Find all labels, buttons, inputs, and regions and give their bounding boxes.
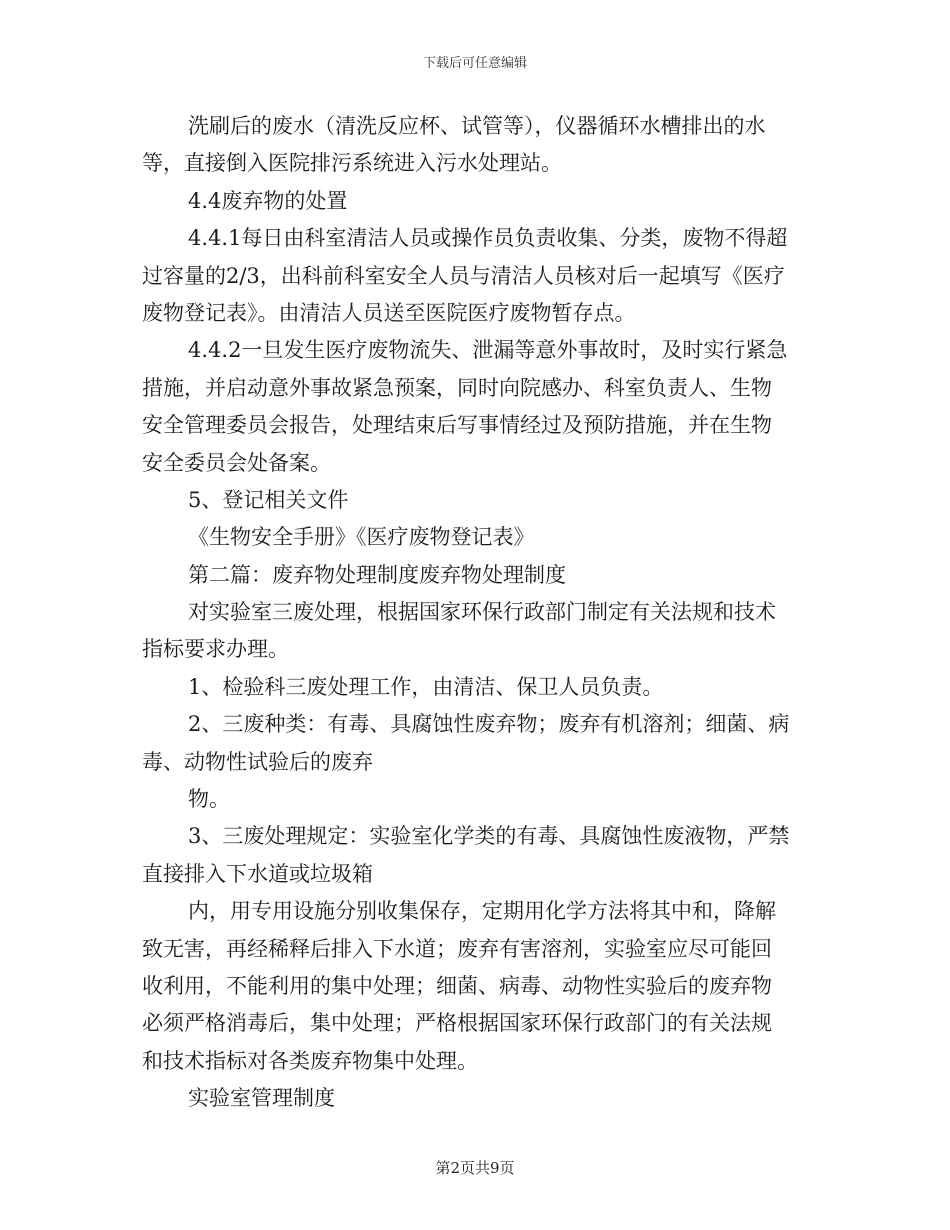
document-body bbox=[142, 108, 810, 1118]
text-line: 毒、动物性试验后的废弃 bbox=[142, 749, 373, 774]
text-line: 致无害，再经稀释后排入下水道；废弃有害溶剂，实验室应尽可能回 bbox=[142, 936, 772, 961]
text-line: 4.4.2一旦发生医疗废物流失、泄漏等意外事故时，及时实行紧急 bbox=[188, 338, 788, 363]
text-line: 1、检验科三废处理工作，由清洁、保卫人员负责。 bbox=[188, 674, 664, 699]
text-line: 收利用，不能利用的集中处理；细菌、病毒、动物性实验后的废弃物 bbox=[142, 973, 772, 998]
text-line: 过容量的2/3，出科前科室安全人员与清洁人员核对后一起填写《医疗 bbox=[142, 263, 785, 288]
text-line: 安全管理委员会报告，处理结束后写事情经过及预防措施，并在生物 bbox=[142, 413, 772, 438]
text-line: 和技术指标对各类废弃物集中处理。 bbox=[142, 1048, 478, 1073]
text-line: 安全委员会处备案。 bbox=[142, 450, 331, 475]
page-footer: 第2页共9页 bbox=[435, 1159, 515, 1177]
text-line: 5、登记相关文件 bbox=[188, 487, 349, 512]
text-line: 实验室管理制度 bbox=[188, 1086, 335, 1111]
text-line: 物。 bbox=[188, 787, 230, 812]
text-line: 第二篇：废弃物处理制度废弃物处理制度 bbox=[188, 562, 566, 587]
text-line: 3、三废处理规定：实验室化学类的有毒、具腐蚀性废液物，严禁 bbox=[188, 824, 790, 849]
text-line: 洗刷后的废水（清洗反应杯、试管等），仪器循环水槽排出的水 bbox=[188, 114, 766, 138]
text-line: 2、三废种类：有毒、具腐蚀性废弃物；废弃有机溶剂；细菌、病 bbox=[188, 712, 790, 737]
text-line: 直接排入下水道或垃圾箱 bbox=[142, 861, 373, 886]
text-line: 措施，并启动意外事故紧急预案，同时向院感办、科室负责人、生物 bbox=[142, 375, 772, 400]
text-line: 废物登记表》。由清洁人员送至医院医疗废物暂存点。 bbox=[142, 300, 636, 325]
text-line: 4.4废弃物的处置 bbox=[188, 188, 348, 213]
text-line: 对实验室三废处理，根据国家环保行政部门制定有关法规和技术 bbox=[188, 600, 776, 625]
page-header: 下载后可任意编辑 bbox=[422, 56, 527, 71]
text-line: 内，用专用设施分别收集保存，定期用化学方法将其中和，降解 bbox=[188, 899, 776, 924]
text-line: 4.4.1每日由科室清洁人员或操作员负责收集、分类，废物不得超 bbox=[188, 226, 788, 251]
text-line: 《生物安全手册》《医疗废物登记表》 bbox=[188, 525, 535, 550]
text-line: 等，直接倒入医院排污系统进入污水处理站。 bbox=[142, 151, 562, 176]
text-line: 必须严格消毒后，集中处理；严格根据国家环保行政部门的有关法规 bbox=[142, 1011, 772, 1036]
text-line: 指标要求办理。 bbox=[142, 637, 289, 662]
